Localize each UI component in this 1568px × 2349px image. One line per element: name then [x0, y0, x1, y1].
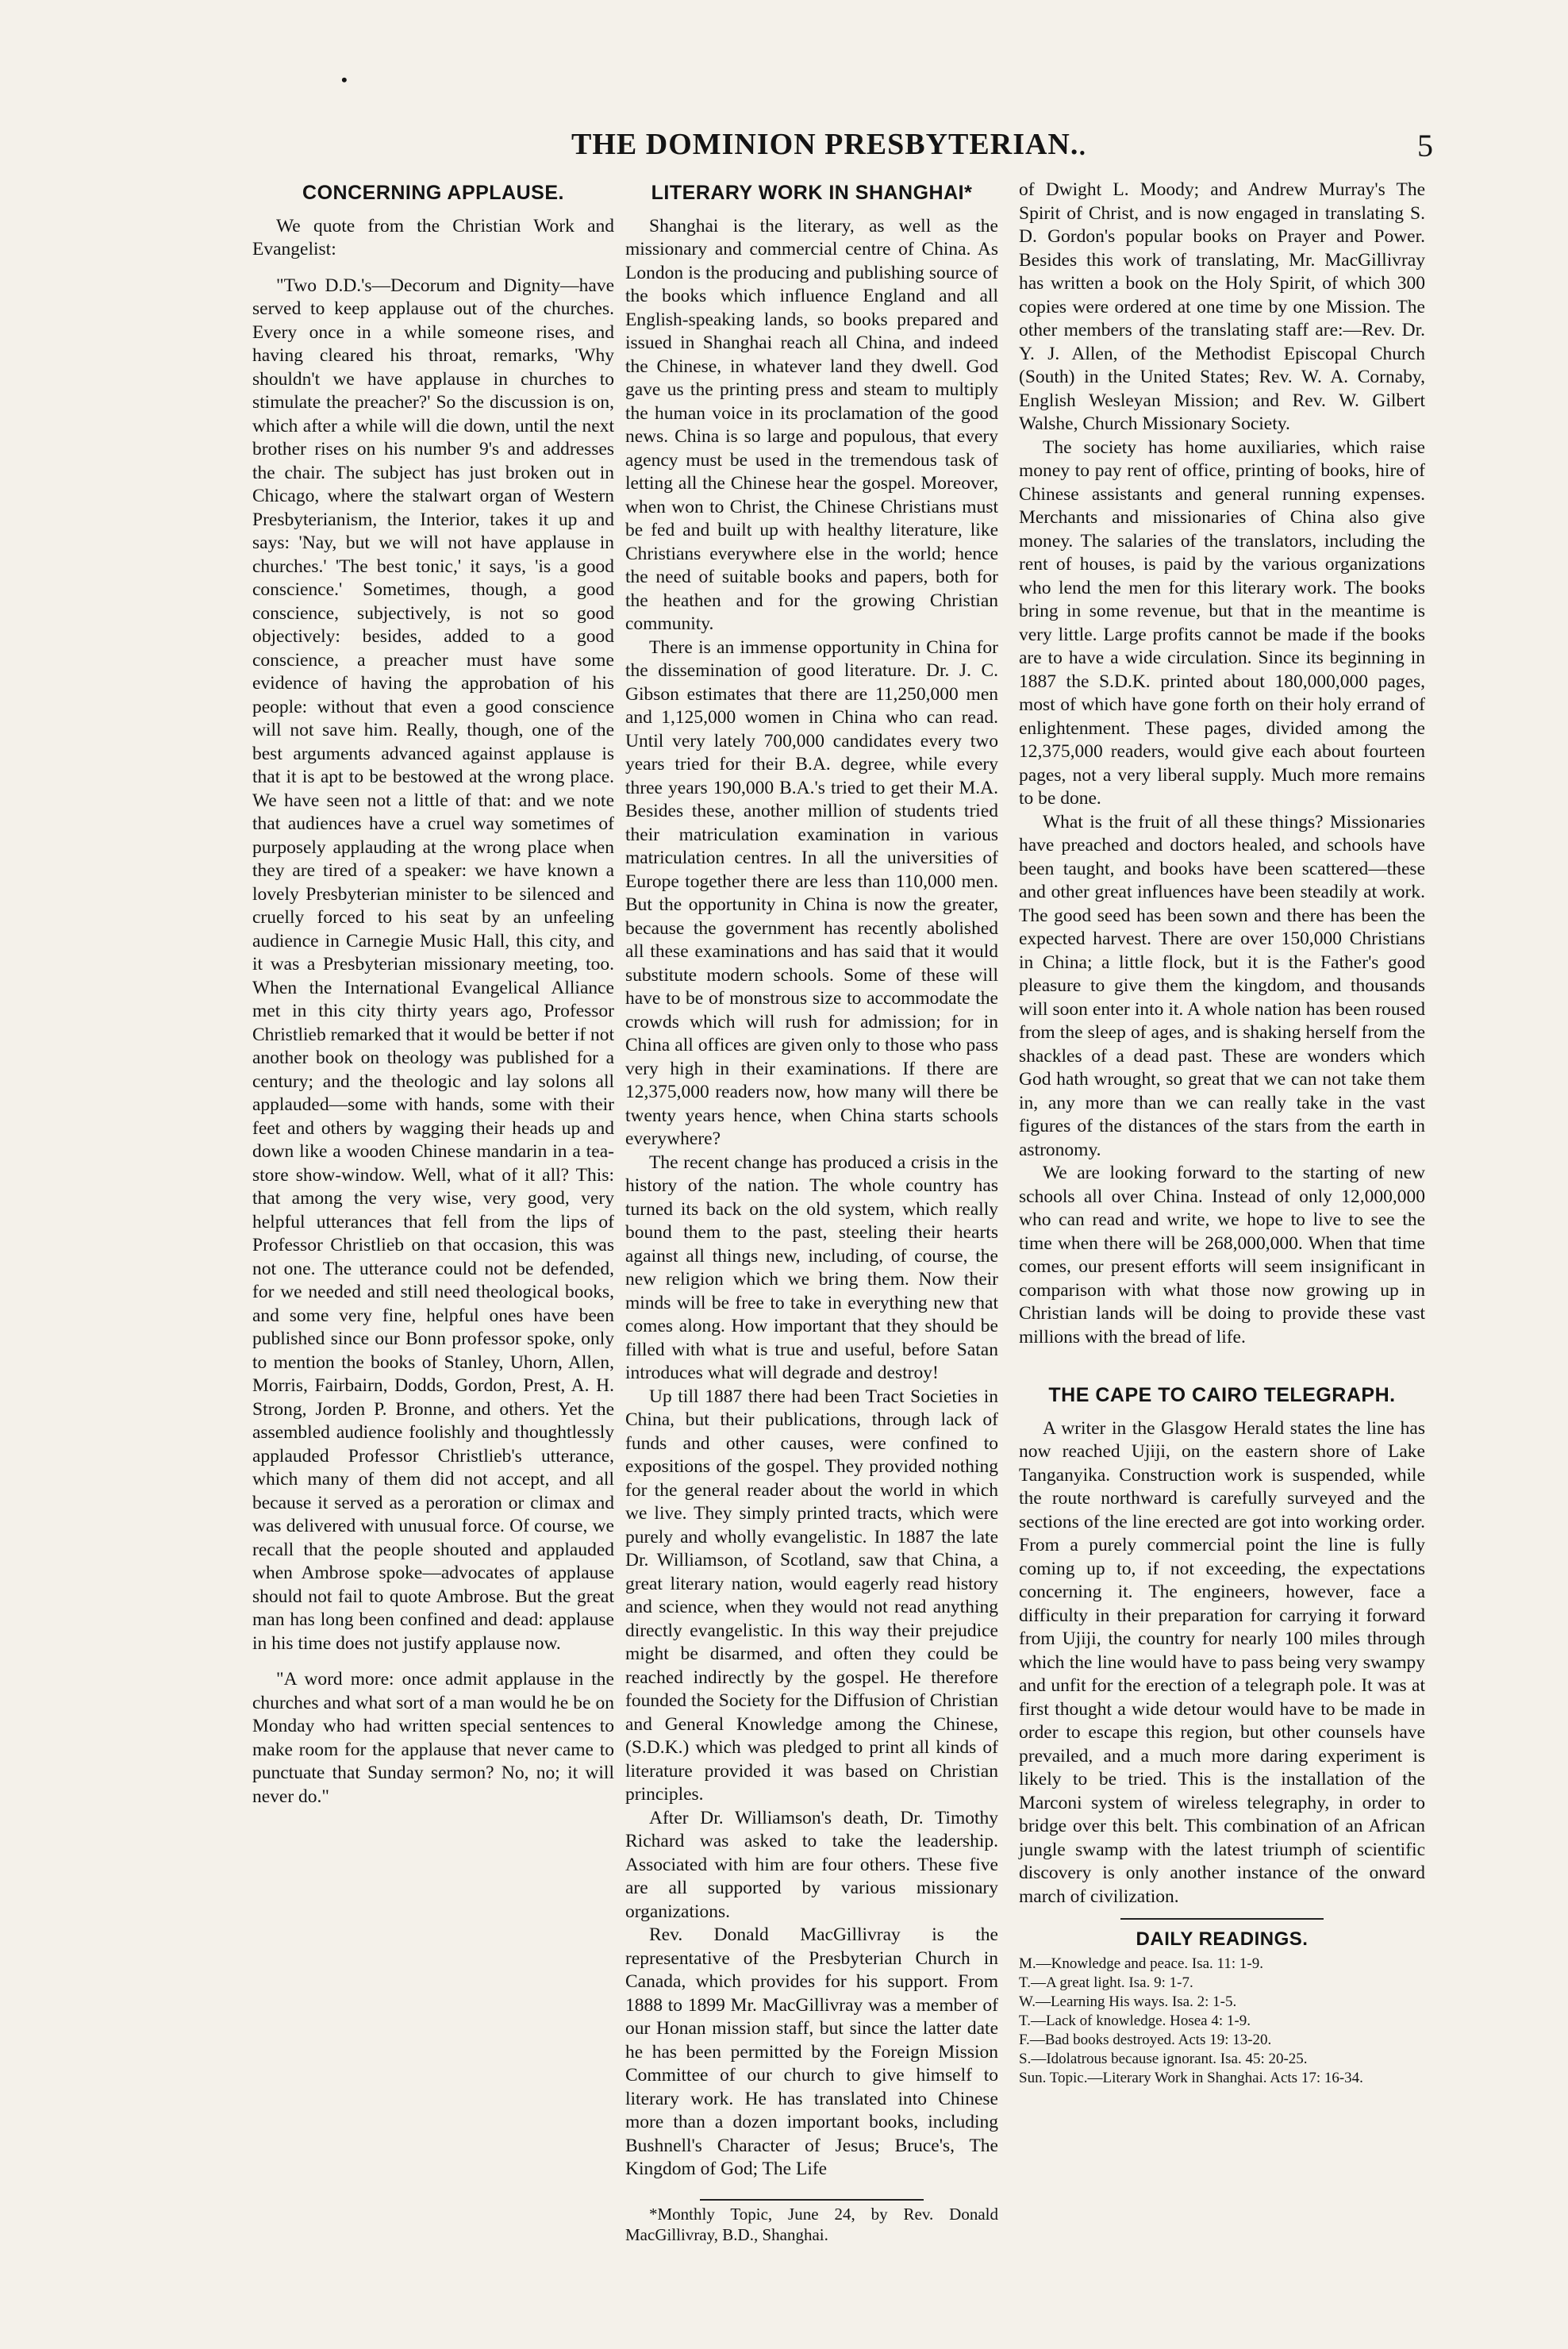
article-paragraph: There is an immense opportunity in China for the dissemination of good literature. Dr. J. C. Gibson estimates that there are 11,250,000 men and 1,125,000 women in China who can read. Until very lately 700,000 candidates every two years tried for their B.A. degree, while every three years 190,000 B.A.'s tried to get their M.A. Besides these, another million of students tried their matriculation examination in various matriculation centres. In all the universities of Europe together there are less than 110,000 men. But the opportunity in China is now the greater, because the government has recently abolished all these examinations and has said that it would substitute modern schools. Some of these will have to be of monstrous size to accommodate the crowds which will rush for admission; for in China all offices are given only to those who pass very high in their examinations. If there are 12,375,000 readers now, how many will there be twenty years hence, when China starts schools everywhere? — [625, 636, 998, 1149]
article-paragraph: A writer in the Glasgow Herald states the line has now reached Ujiji, on the eastern shore of Lake Tanganyika. Construction work is suspended, while the route northward is carefully surveyed and the sections of the line erected are got into working order. From a purely commercial point the line is fully coming up to, if not exceeding, the expectations concerning it. The engineers, however, face a difficulty in their preparation for carrying it forward from Ujiji, the country for nearly 100 miles through which the line would have to pass being very swampy and unfit for the erection of a telegraph pole. It was at first thought a wide detour would have to be made in order to escape this region, but other counsels have prevailed, and a much more daring experiment is likely to be tried. This is the installation of the Marconi system of wireless telegraphy, in order to bridge over this belt. This combination of an African jungle swamp with the latest triumph of scientific discovery is only another instance of the onward march of civilization. — [1019, 1417, 1425, 1907]
article-paragraph: What is the fruit of all these things? Missionaries have preached and doctors healed, and schools have been taught, and books have been scattered—these and other great influences have been steadily at work. The good seed has been sown and there has been the expected harvest. There are over 150,000 Christians in China; a little flock, but it is the Father's good pleasure to give them the kingdom, and thousands will soon enter into it. A whole nation has been roused from the sleep of ages, and is shaking herself from the shackles of a dead past. These are wonders which God hath wrought, so great that we can not take them in, any more than we can really take in the vast figures of the distances of the stars from the earth in astronomy. — [1019, 811, 1425, 1160]
reading-item: S.—Idolatrous because ignorant. Isa. 45: 20-25. — [1019, 2050, 1308, 2067]
article-paragraph: After Dr. Williamson's death, Dr. Timothy Richard was asked to take the leadership. Associated with him are four others. These five are all supported by various missionary organizations. — [625, 1807, 998, 1922]
article-title-applause: CONCERNING APPLAUSE. — [302, 182, 564, 204]
article-paragraph: The society has home auxiliaries, which raise money to pay rent of office, printing of books, hire of Chinese assistants and general running expenses. Merchants and missionaries of China also give money. The salaries of the translators, including the rent of houses, is paid by the various organizations who lend the men for this literary work. The books bring in some revenue, but that in the meantime is very little. Large profits cannot be made if the books are to have a wide circulation. Since its beginning in 1887 the S.D.K. printed about 180,000,000 pages, most of which have gone forth on their holy errand of enlightenment. These pages, divided among the 12,375,000 readers, would give each about fourteen pages, not a very liberal supply. Much more remains to be done. — [1019, 436, 1425, 809]
article-paragraph: Shanghai is the literary, as well as the missionary and commercial centre of China. As London is the producing and publishing source of the books which influence England and all English-speaking lands, so books prepared and issued in Shanghai reach all China, and indeed the Chinese, in whatever land they dwell. God gave us the printing press and steam to multiply the human voice in its proclamation of the good news. China is so large and populous, that every agency must be used in the tremendous task of letting all the Chinese hear the gospel. Moreover, when won to Christ, the Chinese Christians must be fed and built up with healthy literature, like Christians everywhere else in the world; hence the need of suitable books and papers, both for the heathen and for the growing Christian community. — [625, 215, 998, 634]
reading-item: T.—Lack of knowledge. Hosea 4: 1-9. — [1019, 2012, 1251, 2029]
article-paragraph: of Dwight L. Moody; and Andrew Murray's The Spirit of Christ, and is now engaged in translating S. D. Gordon's popular books on Prayer and Power. Besides this work of translating, Mr. MacGillivray has written a book on the Holy Spirit, of which 300 copies were ordered at one time by one Mission. The other members of the translating staff are:—Rev. Dr. Y. J. Allen, of the Methodist Episcopal Church (South) in the United States; Rev. W. A. Cornaby, English Wesleyan Mission; and Rev. W. Gilbert Walshe, Church Missionary Society. — [1019, 179, 1425, 434]
masthead — [238, 127, 1433, 167]
article-paragraph: "A word more: once admit applause in the churches and what sort of a man would he be on Monday who had written special sentences to make room for the applause that never came to punctuate that Sunday sermon? No, no; it will never do." — [252, 1669, 614, 1807]
article-paragraph: Up till 1887 there had been Tract Societies in China, but their publications, through lack of funds and other causes, were confined to expositions of the gospel. They provided nothing for the general reader about the world in which we live. They simply printed tracts, which were purely and wholly evangelistic. In 1887 the late Dr. Williamson, of Scotland, saw that China, a great literary nation, would eagerly read history and science, when they would not read anything directly evangelistic. In this way their prejudice might be disarmed, and often they could be reached indirectly by the gospel. He therefore founded the Society for the Diffusion of Christian and General Knowledge among the Chinese, (S.D.K.) which was pledged to print all kinds of literature provided it was based on Christian principles. — [625, 1386, 998, 1805]
article-title-telegraph: THE CAPE TO CAIRO TELEGRAPH. — [1048, 1384, 1396, 1406]
reading-item: Sun. Topic.—Literary Work in Shanghai. Acts 17: 16-34. — [1019, 2069, 1363, 2086]
article-paragraph: "Two D.D.'s—Decorum and Dignity—have served to keep applause out of the churches. Every once in a while someone rises, and having cleared his throat, remarks, 'Why shouldn't we have applause in churches to stimulate the preacher?' So the discussion is on, which after a while will die down, until the next brother rises on his number 9's and addresses the chair. The subject has just broken out in Chicago, where the stalwart organ of Western Presbyterianism, the Interior, takes it up and says: 'Nay, but we will not have applause in churches.' 'The best tonic,' it says, 'is a good conscience.' Sometimes, though, a good conscience, subjectively, is not so good objectively: besides, added to a good conscience, a preacher must have some evidence of having the approbation of his people: without that even a good conscience will not save him. Really, though, one of the best arguments advanced against applause is that it is apt to be bestowed at the wrong place. We have seen not a little of that: and we note that audiences have a cruel way sometimes of purposely applauding at the wrong place when they are tired of a speaker: we have known a lovely Presbyterian minister to be silenced and cruelly forced to his seat by an unfeeling audience in Carnegie Music Hall, this city, and it was a Presbyterian missionary meeting, too. When the International Evangelical Alliance met in this city thirty years ago, Professor Christlieb remarked that it would be better if not another book on theology was published for a century; and the theologic and lay solons all applauded—some with hands, some with their feet and others by wagging their heads up and down like a wooden Chinese mandarin in a tea-store show-window. Well, what of it all? This: that among the very wise, very good, very helpful utterances that fell from the lips of Professor Christlieb on that occasion, this was not one. The utterance could not be defended, for we needed and still need theological books, and some very fine, helpful ones have been published since our Bonn professor spoke, only to mention the books of Stanley, Uhorn, Allen, Morris, Fairbairn, Dodds, Gordon, Prest, A. H. Strong, Jorden P. Bronne, and others. Yet the assembled audience foolishly and thoughtlessly applauded Professor Christlieb's utterance, which many of them did not accept, and all because it served as a peroration or climax and was delivered with unusual force. Of course, we recall that the people shouted and applauded when Ambrose spoke—advocates of applause should not fail to quote Ambrose. But the great man has long been confined and dead: applause in his time does not justify applause now. — [252, 275, 614, 1654]
reading-item: M.—Knowledge and peace. Isa. 11: 1-9. — [1019, 1955, 1263, 1972]
article-paragraph: We quote from the Christian Work and Evangelist: — [252, 215, 614, 260]
article-title-shanghai: LITERARY WORK IN SHANGHAI* — [651, 182, 973, 204]
footnote-rule — [700, 2199, 924, 2201]
daily-readings-title: DAILY READINGS. — [1136, 1928, 1309, 1950]
reading-item: W.—Learning His ways. Isa. 2: 1-5. — [1019, 1993, 1237, 2010]
margin-mark: • — [341, 70, 348, 90]
separator-dot: • — [1079, 143, 1086, 163]
article-paragraph: Rev. Donald MacGillivray is the representative of the Presbyterian Church in Canada, which provides for his support. From 1888 to 1899 Mr. MacGillivray was a member of our Honan mission staff, but since the latter date he has been permitted by the Foreign Mission Committee of our church to give himself to literary work. He has translated into Chinese more than a dozen important books, including Bushnell's Character of Jesus; Bruce's, The Kingdom of God; The Life — [625, 1924, 998, 2179]
daily-readings-list — [1019, 1955, 1425, 2088]
article-paragraph: We are looking forward to the starting of new schools all over China. Instead of only 12,000,000 who can read and write, we hope to live to see the time when there will be 268,000,000. When that time comes, our present efforts will seem insignificant in comparison with what those now growing up in Christian lands will be doing to provide these vast millions with the bread of life. — [1019, 1163, 1425, 1348]
publication-title: THE DOMINION PRESBYTERIAN. — [571, 128, 1079, 161]
column-3 — [1019, 179, 1425, 2088]
section-rule — [1120, 1918, 1324, 1920]
footnote: *Monthly Topic, June 24, by Rev. Donald MacGillivray, B.D., Shanghai. — [625, 2204, 998, 2244]
column-1 — [252, 179, 614, 1809]
article-paragraph: The recent change has produced a crisis in the history of the nation. The whole country has turned its back on the old system, which really bound them to the past, steeling their hearts against all things new, including, of course, the new religion which we bring them. Now their minds will be free to take in everything new that comes along. How important that they should be filled with what is true and useful, before Satan introduces what will degrade and destroy! — [625, 1151, 998, 1383]
page-number: 5 — [1417, 128, 1433, 163]
column-2 — [625, 179, 998, 2245]
reading-item: T.—A great light. Isa. 9: 1-7. — [1019, 1974, 1193, 1991]
reading-item: F.—Bad books destroyed. Acts 19: 13-20. — [1019, 2031, 1272, 2048]
